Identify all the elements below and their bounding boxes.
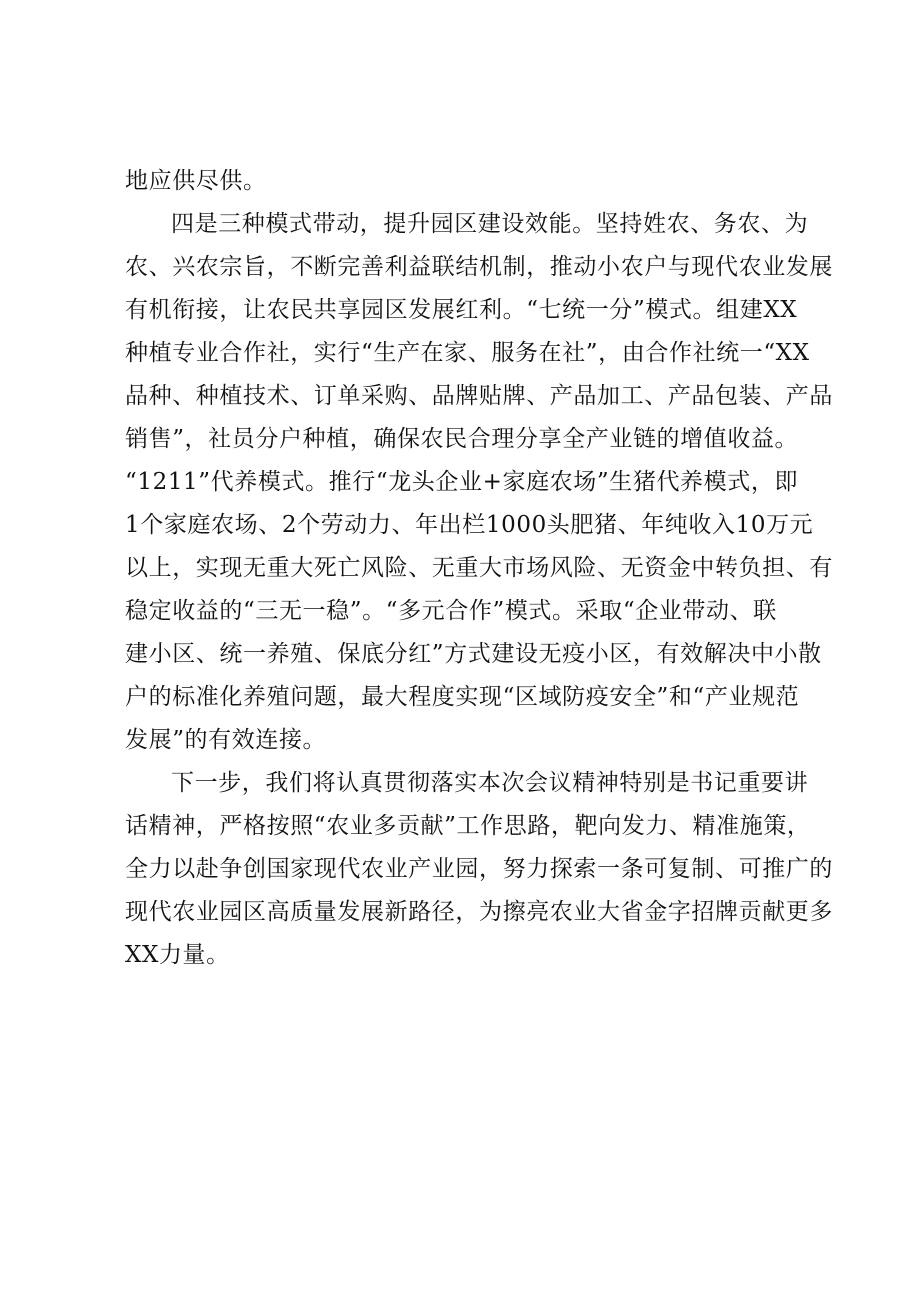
paragraph-first-line: 四是三种模式带动，提升园区建设效能。坚持姓农、务农、为	[171, 211, 809, 237]
text-line: 稳定收益的“三无一稳”。“多元合作”模式。采取“企业带动、联	[125, 598, 777, 624]
text-line: 种植专业合作社，实行“生产在家、服务在社”，由合作社统一“XX	[125, 340, 810, 366]
text-line: “1211”代养模式。推行“龙头企业+家庭农场”生猪代养模式，即	[125, 469, 799, 495]
text-line: XX力量。	[125, 942, 230, 968]
document-body	[125, 160, 833, 977]
paragraph-first-line: 下一步，我们将认真贯彻落实本次会议精神特别是书记重要讲	[171, 770, 809, 796]
text-line: 地应供尽供。	[125, 168, 267, 194]
text-line: 话精神，严格按照“农业多贡献”工作思路，靶向发力、精准施策，	[125, 813, 811, 839]
text-line: 发展”的有效连接。	[125, 727, 327, 753]
text-line: 品种、种植技术、订单采购、品牌贴牌、产品加工、产品包装、产品	[125, 383, 833, 409]
text-line: 建小区、统一养殖、保底分红”方式建设无疫小区，有效解决中小散	[125, 641, 822, 667]
text-line: 以上，实现无重大死亡风险、无重大市场风险、无资金中转负担、有	[125, 555, 833, 581]
text-line: 1个家庭农场、2个劳动力、年出栏1000头肥猪、年纯收入10万元	[125, 512, 814, 538]
text-line: 户的标准化养殖问题，最大程度实现“区域防疫安全”和“产业规范	[125, 684, 800, 710]
text-line: 现代农业园区高质量发展新路径，为擦亮农业大省金字招牌贡献更多	[125, 899, 833, 925]
text-line: 全力以赴争创国家现代农业产业园，努力探索一条可复制、可推广的	[125, 856, 833, 882]
text-line: 农、兴农宗旨，不断完善利益联结机制，推动小农户与现代农业发展	[125, 254, 833, 280]
text-line: 销售”，社员分户种植，确保农民合理分享全产业链的增值收益。	[125, 426, 799, 452]
text-line: 有机衔接，让农民共享园区发展红利。“七统一分”模式。组建XX	[125, 297, 798, 323]
